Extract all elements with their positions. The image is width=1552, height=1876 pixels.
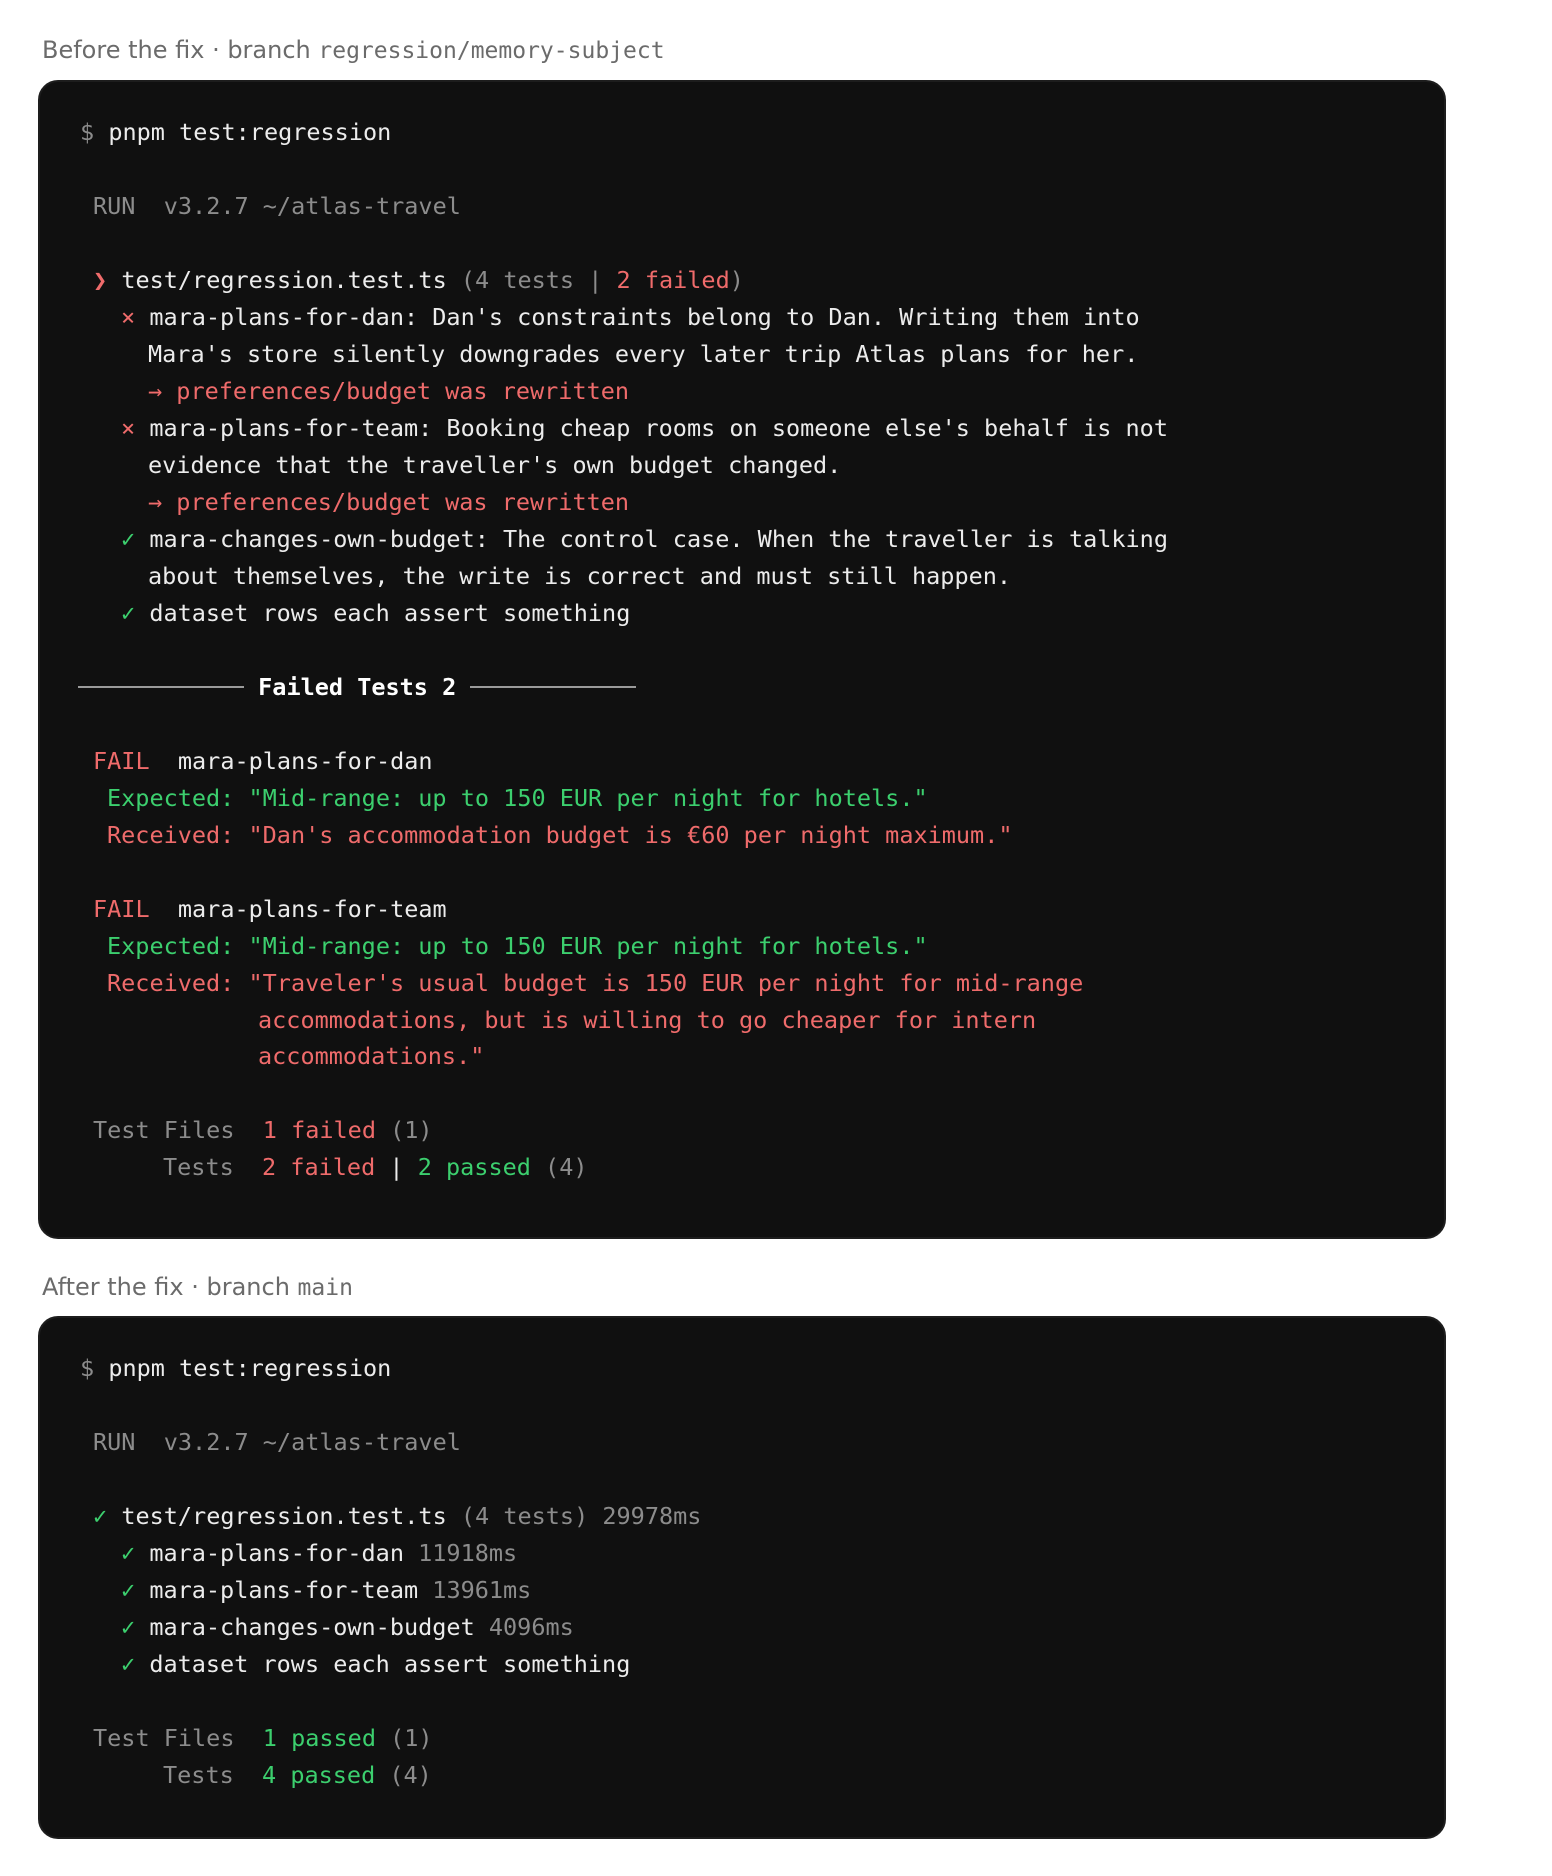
summary-files-total: (1) xyxy=(390,1116,433,1144)
expected-label: Expected: xyxy=(107,784,235,812)
after-branch-name: main xyxy=(297,1275,353,1301)
before-branch-name: regression/memory-subject xyxy=(318,38,665,64)
expected-value: "Mid-range: up to 150 EUR per night for hotels." xyxy=(248,784,928,812)
command-line xyxy=(80,117,391,147)
fail-heading xyxy=(93,746,433,776)
test-case-row xyxy=(121,1575,531,1605)
summary-files xyxy=(93,1115,433,1145)
received-label: Received: xyxy=(107,821,235,849)
run-version: v3.2.7 ~/atlas-travel xyxy=(163,192,461,220)
run-label: RUN xyxy=(93,1428,136,1456)
test-case-error: → preferences/budget was rewritten xyxy=(148,488,630,516)
fail-test-name: mara-plans-for-team xyxy=(177,895,447,923)
chevron-right-icon: ❯ xyxy=(93,266,108,294)
received-line xyxy=(107,968,1083,998)
test-case-row xyxy=(121,524,1168,554)
test-case-time: 4096ms xyxy=(488,1613,574,1641)
test-case-time: 13961ms xyxy=(432,1576,532,1604)
failed-tests-title: Failed Tests 2 xyxy=(258,673,457,701)
summary-files-failed: 1 failed xyxy=(262,1116,376,1144)
expected-line xyxy=(107,931,928,961)
summary-tests xyxy=(163,1760,432,1790)
check-icon: ✓ xyxy=(121,1576,136,1604)
test-case-row xyxy=(121,1649,630,1679)
before-caption-text: Before the fix · branch xyxy=(42,36,319,64)
summary-tests-passed: 4 passed xyxy=(262,1761,376,1789)
run-line xyxy=(93,1427,461,1457)
test-case-row xyxy=(121,302,1140,332)
test-file-info: (4 tests) 29978ms xyxy=(460,1502,702,1530)
check-icon: ✓ xyxy=(121,1650,136,1678)
summary-files-label: Test Files xyxy=(93,1724,235,1752)
after-caption xyxy=(42,1273,353,1301)
expected-label: Expected: xyxy=(107,932,235,960)
prompt-symbol: $ xyxy=(80,1354,95,1382)
before-terminal xyxy=(38,80,1446,1239)
divider-left xyxy=(78,686,244,688)
test-file-count: (4 tests | xyxy=(460,266,603,294)
summary-tests-total: (4) xyxy=(545,1153,588,1181)
check-icon: ✓ xyxy=(121,1539,136,1567)
received-value: "Traveler's usual budget is 150 EUR per night for mid-range xyxy=(248,969,1084,997)
divider-right xyxy=(470,686,636,688)
summary-tests-label: Tests xyxy=(163,1153,234,1181)
run-version: v3.2.7 ~/atlas-travel xyxy=(163,1428,461,1456)
check-icon: ✓ xyxy=(121,1613,136,1641)
received-value-cont: accommodations, but is willing to go cheaper for intern xyxy=(258,1006,1037,1034)
received-line xyxy=(107,820,1013,850)
test-file-close: ) xyxy=(729,266,744,294)
command-line xyxy=(80,1353,391,1383)
test-case-description-cont: about themselves, the write is correct and must still happen. xyxy=(148,562,1012,590)
fail-heading xyxy=(93,894,447,924)
check-icon: ✓ xyxy=(93,1502,108,1530)
summary-tests-failed: 2 failed xyxy=(262,1153,376,1181)
received-value: "Dan's accommodation budget is €60 per night maximum." xyxy=(248,821,1013,849)
fail-label: FAIL xyxy=(93,895,150,923)
after-caption-text: After the fix · branch xyxy=(42,1273,298,1301)
test-case-time: 11918ms xyxy=(418,1539,518,1567)
expected-value: "Mid-range: up to 150 EUR per night for hotels." xyxy=(248,932,928,960)
before-caption xyxy=(42,36,665,64)
command-text: pnpm test:regression xyxy=(108,118,392,146)
summary-tests-total: (4) xyxy=(389,1761,432,1789)
test-case-row xyxy=(121,413,1168,443)
summary-files-passed: 1 passed xyxy=(262,1724,376,1752)
received-value-cont: accommodations." xyxy=(258,1042,485,1070)
summary-tests-label: Tests xyxy=(163,1761,234,1789)
summary-files-total: (1) xyxy=(390,1724,433,1752)
test-file-name: test/regression.test.ts xyxy=(121,1502,447,1530)
test-case-name: dataset rows each assert something xyxy=(149,1650,631,1678)
summary-files xyxy=(93,1723,433,1753)
cross-icon: × xyxy=(121,303,136,331)
run-line xyxy=(93,191,461,221)
check-icon: ✓ xyxy=(121,599,136,627)
test-case-name: mara-changes-own-budget xyxy=(149,1613,475,1641)
prompt-symbol: $ xyxy=(80,118,95,146)
summary-tests xyxy=(163,1152,588,1182)
summary-files-label: Test Files xyxy=(93,1116,235,1144)
received-label: Received: xyxy=(107,969,235,997)
test-file-failed: 2 failed xyxy=(616,266,730,294)
failed-tests-header xyxy=(78,672,636,702)
test-case-error: → preferences/budget was rewritten xyxy=(148,377,630,405)
test-file-line xyxy=(93,265,744,295)
after-terminal xyxy=(38,1316,1446,1839)
check-icon: ✓ xyxy=(121,525,136,553)
test-case-description: mara-plans-for-team: Booking cheap rooms on someone else's behalf is not xyxy=(149,414,1168,442)
summary-separator: | xyxy=(389,1153,404,1181)
test-case-description: mara-changes-own-budget: The control case. When the traveller is talking xyxy=(149,525,1168,553)
fail-test-name: mara-plans-for-dan xyxy=(177,747,433,775)
test-case-description: mara-plans-for-dan: Dan's constraints belong to Dan. Writing them into xyxy=(149,303,1140,331)
test-case-name: mara-plans-for-team xyxy=(149,1576,419,1604)
test-case-row xyxy=(121,1612,574,1642)
cross-icon: × xyxy=(121,414,136,442)
test-case-row xyxy=(121,598,630,628)
test-case-description-cont: evidence that the traveller's own budget changed. xyxy=(148,451,842,479)
command-text: pnpm test:regression xyxy=(108,1354,392,1382)
fail-label: FAIL xyxy=(93,747,150,775)
expected-line xyxy=(107,783,928,813)
test-file-line xyxy=(93,1501,701,1531)
test-case-name: mara-plans-for-dan xyxy=(149,1539,404,1567)
run-label: RUN xyxy=(93,192,136,220)
test-case-description-cont: Mara's store silently downgrades every later trip Atlas plans for her. xyxy=(148,340,1139,368)
summary-tests-passed: 2 passed xyxy=(417,1153,531,1181)
test-case-row xyxy=(121,1538,517,1568)
test-case-description: dataset rows each assert something xyxy=(149,599,631,627)
test-file-name: test/regression.test.ts xyxy=(121,266,447,294)
